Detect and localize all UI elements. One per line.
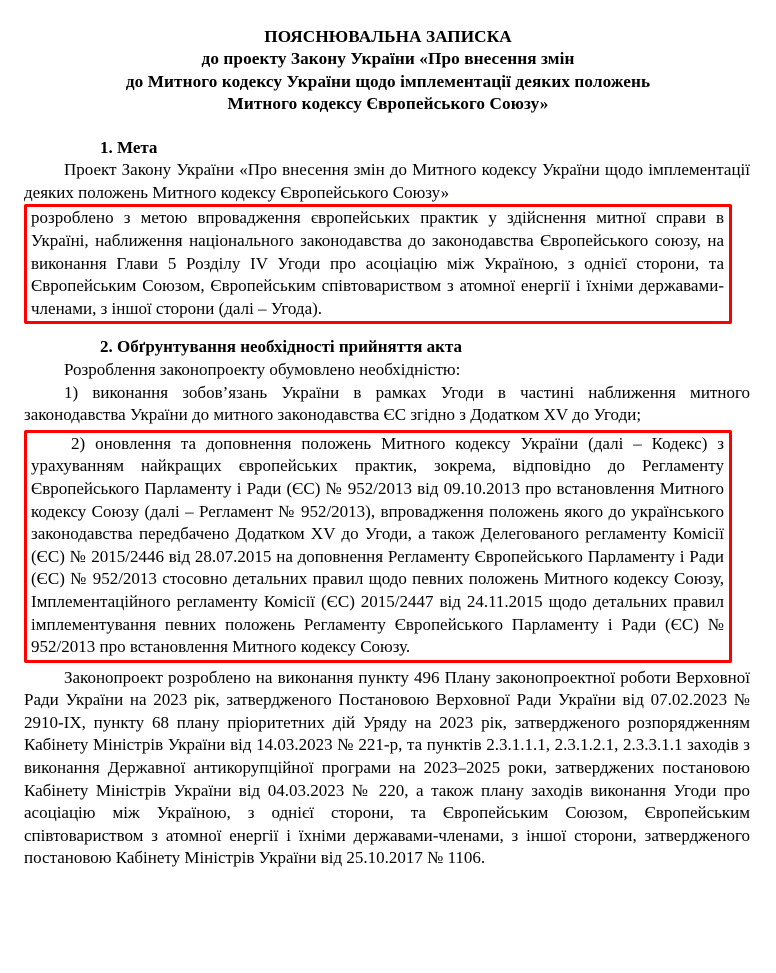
title-spacer — [24, 116, 752, 137]
title-line-2: до проекту Закону України «Про внесення змін — [201, 49, 575, 69]
red-highlight-box-2 — [24, 430, 732, 663]
section-2-heading: 2. Обґрунтування необхідності прийняття акта — [100, 337, 462, 357]
red-highlight-box-1 — [24, 204, 732, 324]
title-line-4: Митного кодексу Європейського Союзу» — [227, 94, 549, 114]
section-1-heading: 1. Мета — [100, 137, 158, 157]
section-2-item-2-highlighted: 2) оновлення та доповнення положень Митного кодексу України (далі – Кодекс) з урахуванням найкращих європейських практик, зокрема, відповідно до Регламенту Європейського Парламенту і Ради (ЄС) № 952/2013 від 09.10.2013 про встановлення Митного кодексу Союзу (далі – Регламент № 952/2013), впровадження положень якого до українського законодавства передбачено Додатком XV до Угоди, а також Делегованого регламенту Комісії (ЄС) № 2015/2446 від 28.07.2015 на доповнення Регламенту Європейського Парламенту і Ради (ЄС) № 952/2013 стосовно детальних правил щодо певних положень Митного кодексу Союзу, Імплементаційного регламенту Комісії (ЄС) 2015/2447 від 24.11.2015 щодо детальних правил імплементування певних положень Регламенту Європейського Парламенту і Ради (ЄС) № 952/2013 про встановлення Митного кодексу Союзу. — [31, 433, 724, 657]
section-2-item-1: 1) виконання зобов’язань України в рамках Угоди в частині наближення митного законодавства України до митного законодавства ЄС згідно з Додатком XV до Угоди; — [24, 382, 750, 425]
section-2-lead-in: Розроблення законопроекту обумовлено необхідністю: — [64, 359, 461, 379]
document-title — [58, 26, 718, 116]
section-1-intro-paragraph: Проект Закону України «Про внесення змін до Митного кодексу України щодо імплементації деяких положень Митного кодексу Європейського Союзу» — [24, 160, 750, 202]
section-1 — [24, 137, 752, 325]
section-1-highlighted-paragraph: розроблено з метою впровадження європейських практик у здійснення митної справи в Україні, наближення національного законодавства до законодавства Європейського союзу, на виконання Глави 5 Розділу IV Угоди про асоціацію між Україною, з однієї сторони, та Європейським Союзом, Європейським співтовариством з атомної енергії і їхніми державами-членами, з іншої сторони (далі – Угода). — [31, 208, 724, 318]
title-line-3: до Митного кодексу України щодо імплементації деяких положень — [125, 71, 651, 91]
title-line-1: ПОЯСНЮВАЛЬНА ЗАПИСКА — [264, 27, 512, 46]
section-2-closing-paragraph: Законопроект розроблено на виконання пункту 496 Плану законопроектної роботи Верховної Ради України на 2023 рік, затвердженого Постановою Верховної Ради України від 07.02.2023 № 2910-IX, пункту 68 плану пріоритетних дій Уряду на 2023 рік, затвердженого розпорядженням Кабінету Міністрів України від 14.03.2023 № 221-р, та пунктів 2.3.1.1.1, 2.3.1.2.1, 2.3.3.1.1 заходів з виконання Державної антикорупційної програми на 2023–2025 роки, затверджених постановою Кабінету Міністрів України від 04.03.2023 № 220, а також плану заходів виконання Угоди про асоціацію між Україною, з однієї сторони, та Європейським Союзом, Європейським співтовариством з атомної енергії і їхніми державами-членами, з іншої сторони, затвердженого постановою Кабінету Міністрів України від 25.10.2017 № 1106. — [24, 667, 750, 868]
section-2 — [24, 336, 752, 870]
post-box-spacer — [24, 663, 752, 666]
section-spacer — [24, 324, 752, 336]
